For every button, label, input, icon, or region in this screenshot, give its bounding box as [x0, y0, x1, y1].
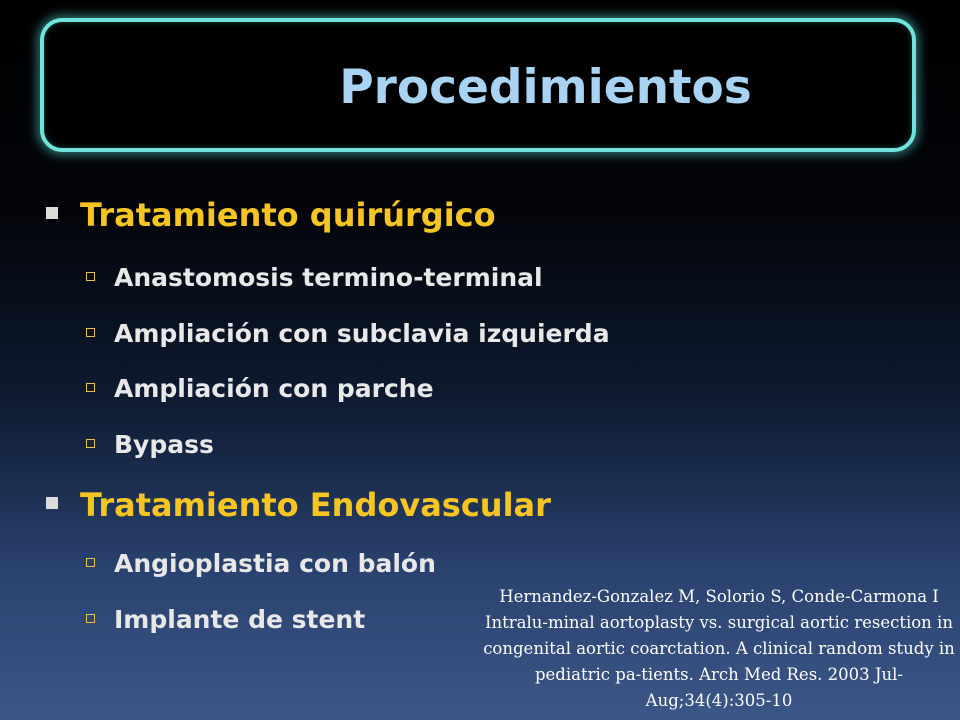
list-item [86, 430, 214, 459]
list-item [86, 319, 610, 348]
hollow-square-bullet-icon [86, 439, 95, 448]
hollow-square-bullet-icon [86, 558, 95, 567]
list-item-label: Ampliación con subclavia izquierda [114, 319, 610, 348]
section-heading-label: Tratamiento Endovascular [80, 486, 551, 524]
hollow-square-bullet-icon [86, 328, 95, 337]
section-heading-endovascular [46, 486, 551, 524]
list-item-label: Implante de stent [114, 605, 366, 634]
hollow-square-bullet-icon [86, 272, 95, 281]
citation-text: Hernandez-Gonzalez M, Solorio S, Conde-Carmona I Intralu-minal aortoplasty vs. surgical aortic resection in congenital aortic coarctation. A clinical random study in pediatric pa-tients. Arch Med Res. 2003 Jul-Aug;34(4):305-10 [483, 587, 955, 710]
slide-title: Procedimientos [339, 59, 752, 115]
list-item-label: Bypass [114, 430, 214, 459]
section-heading-surgical [46, 196, 496, 234]
section-heading-label: Tratamiento quirúrgico [80, 196, 496, 234]
list-item [86, 374, 434, 403]
hollow-square-bullet-icon [86, 614, 95, 623]
list-item [86, 549, 436, 578]
list-item-label: Ampliación con parche [114, 374, 434, 403]
square-bullet-icon [46, 207, 58, 219]
hollow-square-bullet-icon [86, 383, 95, 392]
list-item [86, 605, 365, 634]
title-box [40, 18, 916, 152]
square-bullet-icon [46, 497, 58, 509]
list-item-label: Anastomosis termino-terminal [114, 263, 543, 292]
list-item-label: Angioplastia con balón [114, 549, 436, 578]
list-item [86, 263, 543, 292]
